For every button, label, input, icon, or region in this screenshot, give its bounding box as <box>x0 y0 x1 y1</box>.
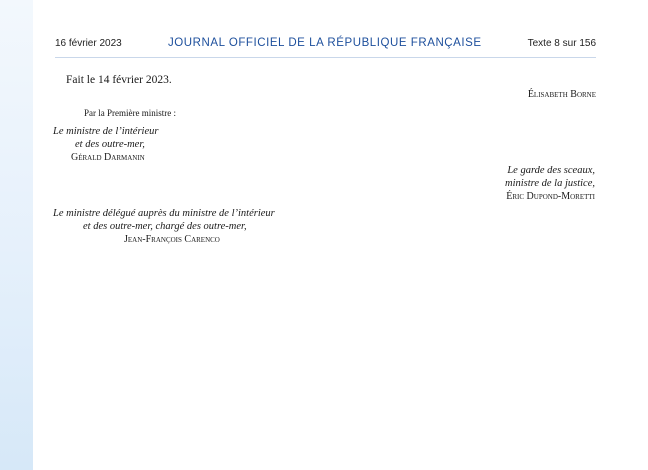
signatory-prime-minister: Élisabeth Borne <box>527 89 596 100</box>
page-header <box>55 38 596 54</box>
outremer-signatory-name: Jean-François Carenco <box>124 234 220 245</box>
outremer-role-line1: Le ministre délégué auprès du ministre de l’intérieur <box>53 208 275 219</box>
fait-date-line: Fait le 14 février 2023. <box>66 74 172 86</box>
header-date: 16 février 2023 <box>55 38 122 49</box>
signature-block-interior <box>53 125 213 164</box>
signature-block-outremer <box>53 207 323 246</box>
left-margin-band <box>0 0 33 470</box>
signature-block-justice <box>505 164 595 203</box>
page-indicator: Texte 8 sur 156 <box>527 38 596 49</box>
justice-role-line2: ministre de la justice, <box>504 178 595 189</box>
interior-role-line1: Le ministre de l’intérieur <box>53 126 159 137</box>
par-line: Par la Première ministre : <box>84 108 176 118</box>
justice-role-line1: Le garde des sceaux, <box>507 165 595 176</box>
header-divider <box>55 57 596 58</box>
journal-title: JOURNAL OFFICIEL DE LA RÉPUBLIQUE FRANÇAISE <box>168 37 482 49</box>
interior-signatory-name: Gérald Darmanin <box>71 152 145 163</box>
interior-role-line2: et des outre-mer, <box>75 139 145 150</box>
justice-signatory-name: Éric Dupond-Moretti <box>506 191 595 202</box>
outremer-role-line2: et des outre-mer, chargé des outre-mer, <box>83 221 247 232</box>
